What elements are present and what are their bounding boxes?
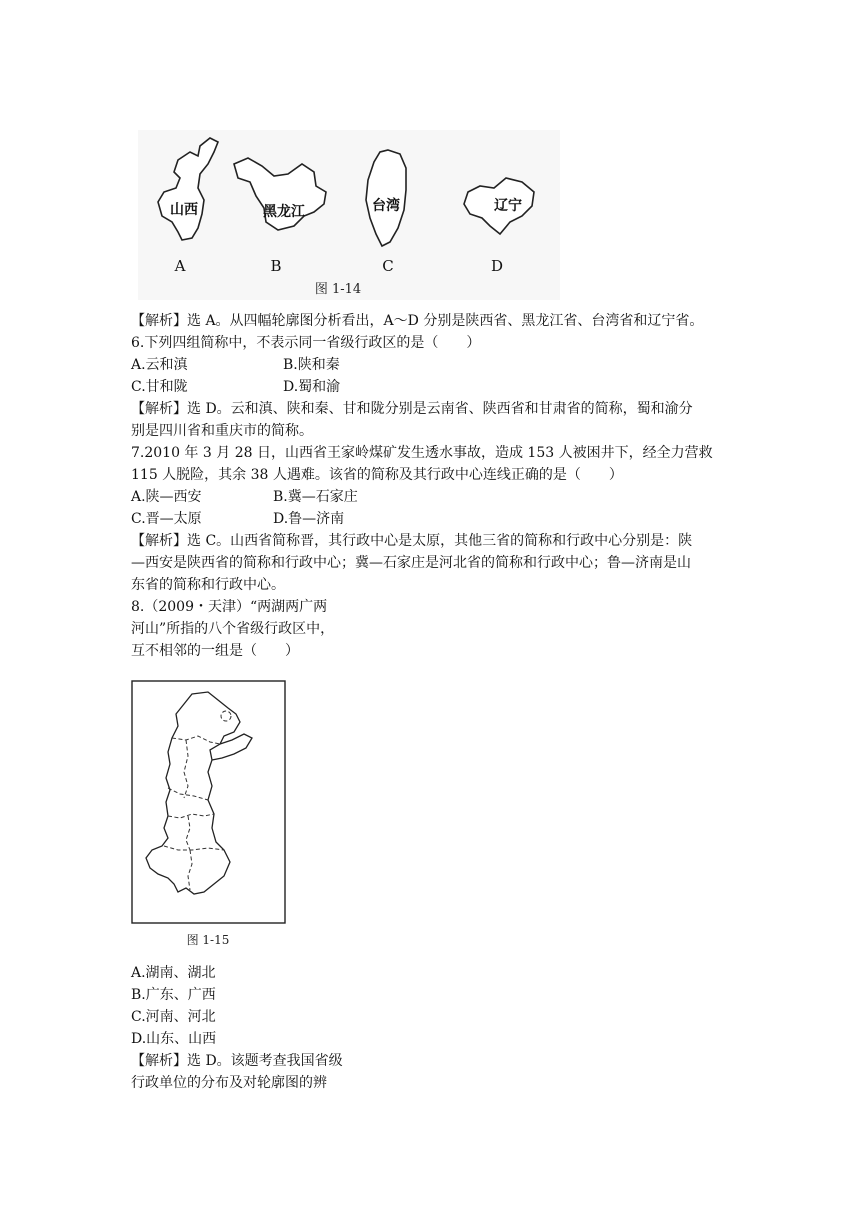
q8-option-c: C.河南、河北 xyxy=(131,1009,216,1025)
q6-analysis-line-1: 【解析】选 D。云和滇、陕和秦、甘和陇分别是云南省、陕西省和甘肃省的简称，蜀和渝分 xyxy=(131,401,693,417)
q6-option-b: B.陕和秦 xyxy=(283,357,340,373)
q7-analysis-line-3: 东省的简称和行政中心。 xyxy=(131,577,285,593)
figure-caption-1-14: 图 1-14 xyxy=(314,282,362,297)
map-letter-a: A xyxy=(174,257,186,275)
q7-option-c: C.晋—太原 xyxy=(131,511,202,527)
q7-question-line-2: 115 人脱险，其余 38 人遇难。该省的简称及其行政中心连线正确的是（ ） xyxy=(131,467,623,483)
map-label-a: 山西 xyxy=(170,202,198,218)
q7-option-row-2 xyxy=(131,508,345,530)
q5-analysis: 【解析】选 A。从四幅轮廓图分析看出，A～D 分别是陕西省、黑龙江省、台湾省和辽宁省。 xyxy=(131,313,704,329)
q7-question-line-1: 7.2010 年 3 月 28 日，山西省王家岭煤矿发生透水事故，造成 153 人被困井下，经全力营救 xyxy=(131,445,713,461)
q7-option-b: B.冀—石家庄 xyxy=(273,489,358,505)
q8-option-b: B.广东、广西 xyxy=(131,987,216,1003)
map-label-d: 辽宁 xyxy=(494,198,522,214)
q8-analysis-line-1: 【解析】选 D。该题考查我国省级 xyxy=(131,1053,343,1069)
q8-question-line-2: 河山”所指的八个省级行政区中， xyxy=(131,621,335,637)
map-label-c: 台湾 xyxy=(372,198,400,214)
figure-1-14 xyxy=(138,130,560,300)
figure-caption-1-15: 图 1-15 xyxy=(186,933,230,947)
q6-question: 6.下列四组简称中，不表示同一省级行政区的是（ ） xyxy=(131,335,481,351)
q8-option-a: A.湖南、湖北 xyxy=(131,965,216,981)
q7-option-row-1 xyxy=(131,486,358,508)
map-letter-b: B xyxy=(270,257,282,275)
q6-analysis-line-2: 别是四川省和重庆市的简称。 xyxy=(131,423,313,439)
q7-analysis-line-1: 【解析】选 C。山西省简称晋，其行政中心是太原，其他三省的简称和行政中心分别是：陕 xyxy=(131,533,693,549)
q6-option-row-1 xyxy=(131,354,340,376)
map-letter-d: D xyxy=(490,257,504,275)
q7-option-a: A.陕—西安 xyxy=(131,489,202,505)
q8-analysis-line-2: 行政单位的分布及对轮廓图的辨 xyxy=(131,1075,327,1091)
q6-option-c: C.甘和陇 xyxy=(131,379,188,395)
q6-option-a: A.云和滇 xyxy=(131,357,188,373)
map-letter-c: C xyxy=(382,257,394,275)
q6-option-row-2 xyxy=(131,376,341,398)
q6-option-d: D.蜀和渝 xyxy=(283,379,341,395)
q8-question-line-1: 8.（2009・天津）“两湖两广两 xyxy=(131,599,328,615)
map-label-b: 黑龙江 xyxy=(263,204,305,220)
q8-question-line-3: 互不相邻的一组是（ ） xyxy=(131,643,299,659)
q7-option-d: D.鲁—济南 xyxy=(273,511,345,527)
figure-1-15 xyxy=(128,678,288,952)
q8-option-d: D.山东、山西 xyxy=(131,1031,217,1047)
q7-analysis-line-2: —西安是陕西省的简称和行政中心；冀—石家庄是河北省的简称和行政中心；鲁—济南是山 xyxy=(131,555,691,571)
